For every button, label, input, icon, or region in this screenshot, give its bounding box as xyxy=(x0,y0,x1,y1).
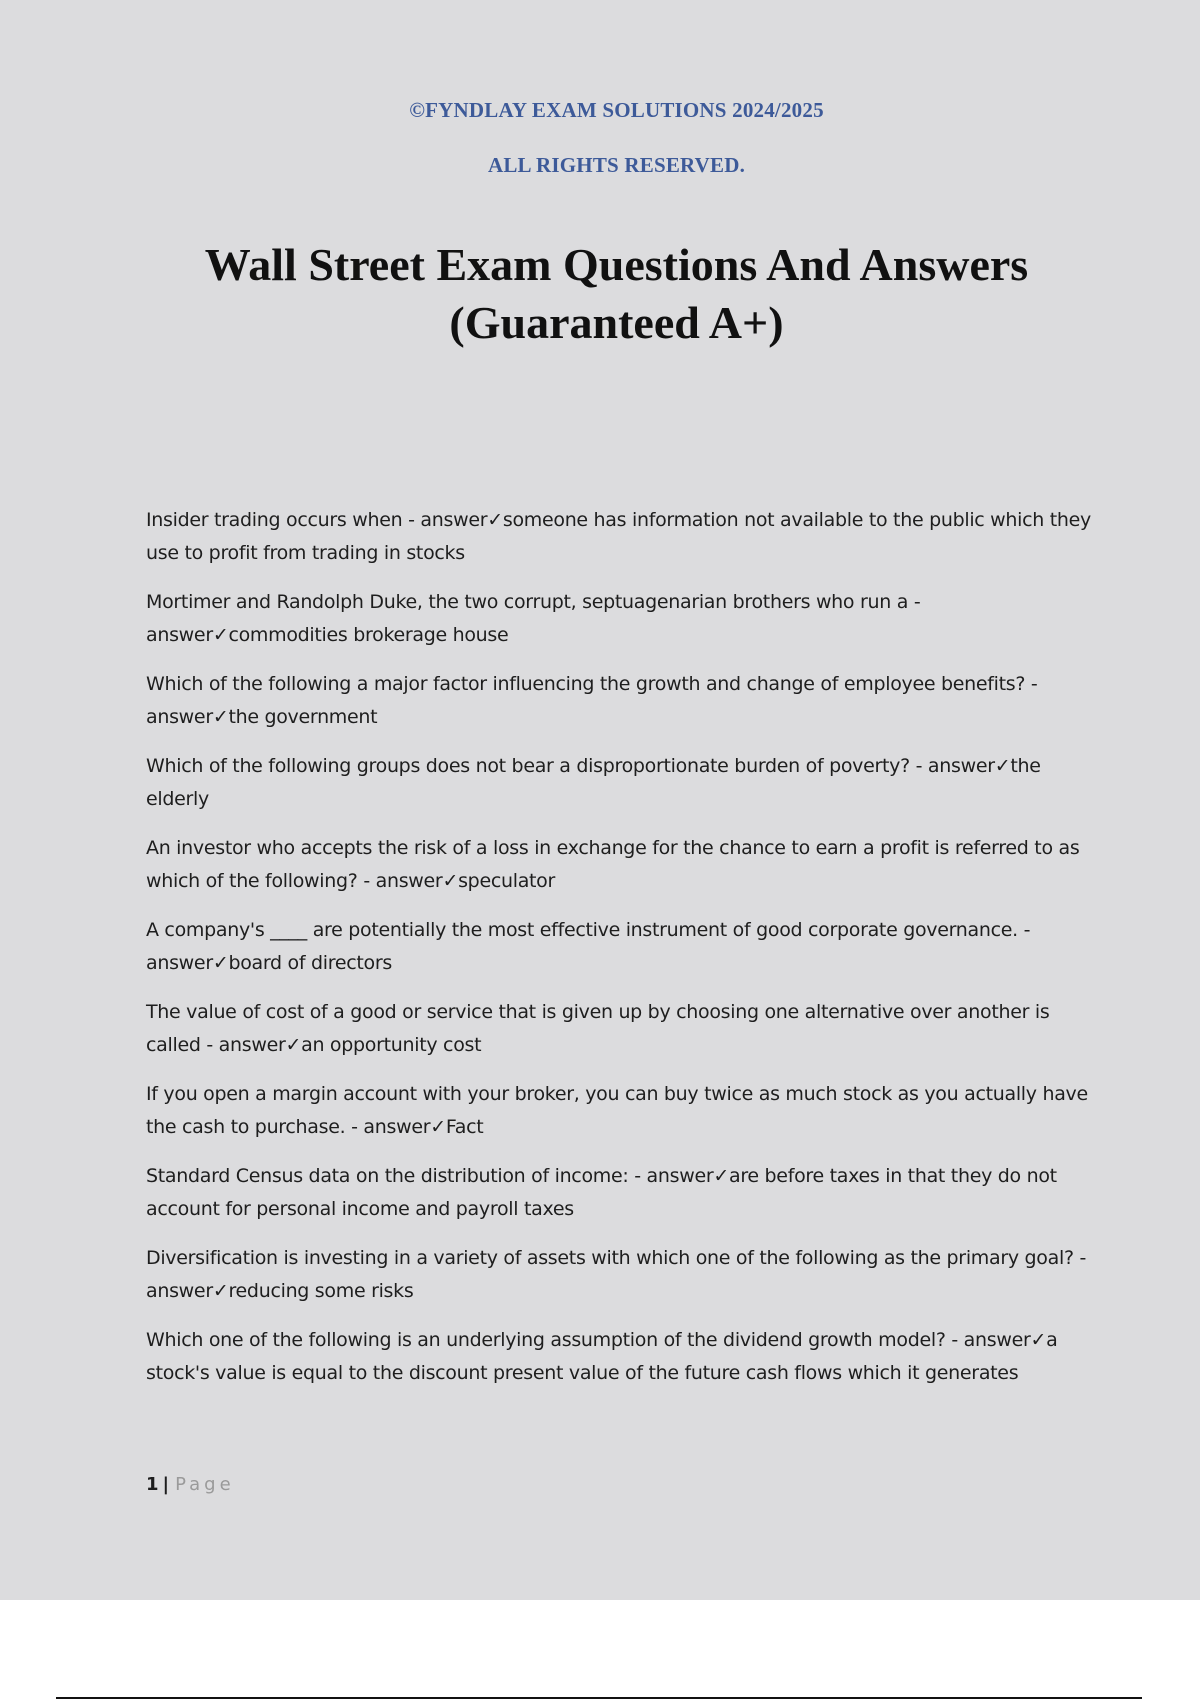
answer-marker: - answer✓ xyxy=(363,870,459,892)
answer-text: a stock's value is equal to the discount present value of the future cash flows which it generates xyxy=(146,1329,1058,1384)
qa-item xyxy=(146,1242,1096,1308)
answer-marker: - answer✓ xyxy=(206,1034,302,1056)
title-line-1: Wall Street Exam Questions And Answers xyxy=(204,239,1029,290)
qa-item xyxy=(146,586,1096,652)
question-text: The value of cost of a good or service that is given up by choosing one alternative over another is called xyxy=(146,1001,1050,1056)
qa-item xyxy=(146,1160,1096,1226)
answer-marker: - answer✓ xyxy=(146,591,921,646)
question-text: Insider trading occurs when xyxy=(146,509,403,531)
qa-list xyxy=(146,504,1096,1406)
title-line-2: (Guaranteed A+) xyxy=(449,297,784,348)
qa-item xyxy=(146,750,1096,816)
answer-text: the elderly xyxy=(146,755,1041,810)
rights-reserved-header: ALL RIGHTS RESERVED. xyxy=(487,153,746,177)
answer-text: the government xyxy=(228,706,378,728)
answer-text: are before taxes in that they do not account for personal income and payroll taxes xyxy=(146,1165,1057,1220)
page-number-value: 1 xyxy=(146,1474,159,1495)
answer-text: someone has information not available to the public which they use to profit from trading in stocks xyxy=(146,509,1091,564)
answer-marker: - answer✓ xyxy=(915,755,1011,777)
answer-text: speculator xyxy=(458,870,556,892)
question-text: A company's ____ are potentially the most effective instrument of good corporate governance. xyxy=(146,919,1018,941)
qa-item xyxy=(146,996,1096,1062)
copyright-header: ©FYNDLAY EXAM SOLUTIONS 2024/2025 xyxy=(409,98,824,122)
footer-divider xyxy=(56,1697,1142,1699)
question-text: Which of the following a major factor influencing the growth and change of employee benefits? xyxy=(146,673,1026,695)
question-text: Diversification is investing in a variety of assets with which one of the following as the primary goal? xyxy=(146,1247,1074,1269)
answer-marker: - answer✓ xyxy=(146,673,1038,728)
answer-text: commodities brokerage house xyxy=(228,624,509,646)
question-text: If you open a margin account with your broker, you can buy twice as much stock as you actually have the cash to purchase. xyxy=(146,1083,1088,1138)
question-text: An investor who accepts the risk of a loss in exchange for the chance to earn a profit is referred to as which of the following? xyxy=(146,837,1080,892)
answer-marker: - answer✓ xyxy=(351,1116,446,1138)
qa-item xyxy=(146,832,1096,898)
page-number xyxy=(146,1474,235,1495)
question-text: Standard Census data on the distribution of income: xyxy=(146,1165,629,1187)
qa-item xyxy=(146,504,1096,570)
answer-marker: - answer✓ xyxy=(408,509,503,531)
answer-marker: - answer✓ xyxy=(951,1329,1047,1351)
qa-item xyxy=(146,914,1096,980)
document-title xyxy=(0,236,1200,352)
answer-text: board of directors xyxy=(228,952,392,974)
question-text: Mortimer and Randolph Duke, the two corrupt, septuagenarian brothers who run a xyxy=(146,591,909,613)
answer-marker: - answer✓ xyxy=(146,919,1031,974)
answer-marker: - answer✓ xyxy=(634,1165,729,1187)
qa-item xyxy=(146,1078,1096,1144)
page-number-separator: | xyxy=(162,1474,170,1495)
answer-text: Fact xyxy=(445,1116,484,1138)
answer-text: reducing some risks xyxy=(228,1280,414,1302)
answer-marker: - answer✓ xyxy=(146,1247,1087,1302)
question-text: Which one of the following is an underlying assumption of the dividend growth model? xyxy=(146,1329,946,1351)
qa-item xyxy=(146,668,1096,734)
page-label: Page xyxy=(175,1474,235,1495)
answer-text: an opportunity cost xyxy=(301,1034,482,1056)
question-text: Which of the following groups does not bear a disproportionate burden of poverty? xyxy=(146,755,910,777)
qa-item xyxy=(146,1324,1096,1390)
